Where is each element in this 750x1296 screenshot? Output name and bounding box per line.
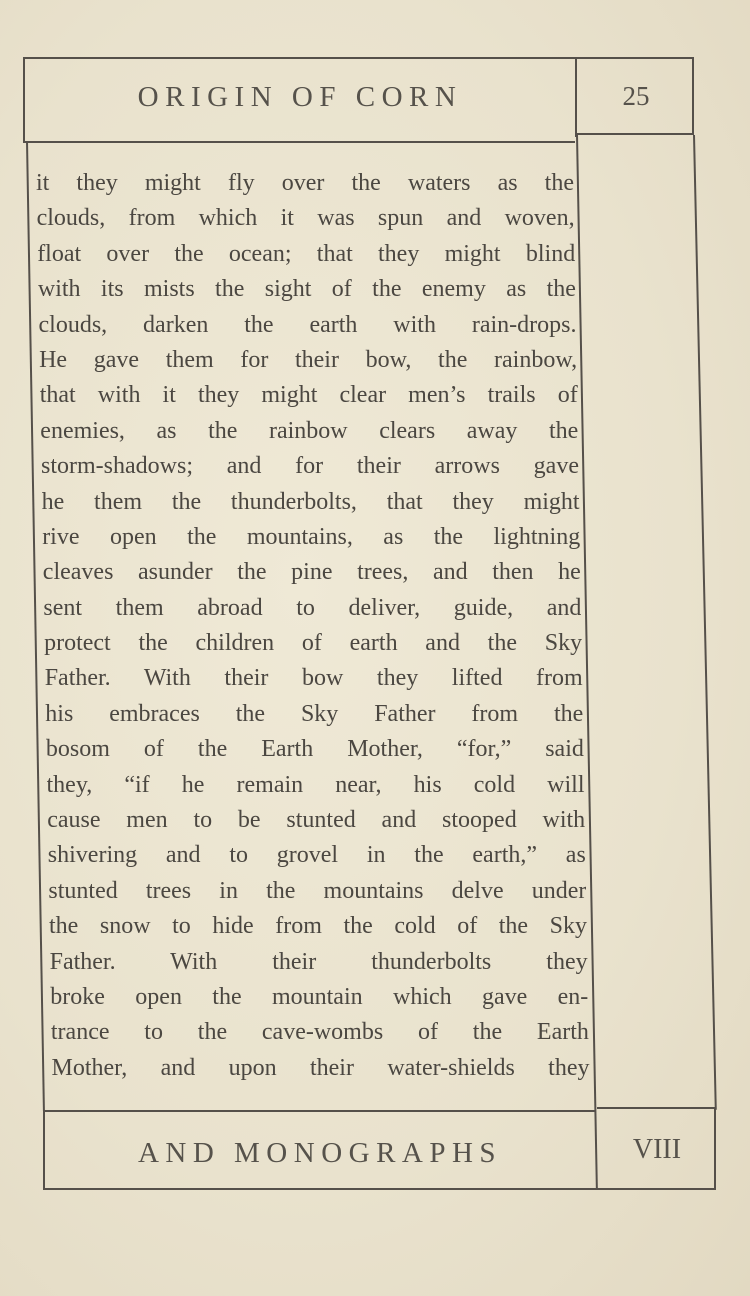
text-line: clouds, darken the earth with rain-drops. — [38, 311, 577, 338]
text-line: protect the children of earth and the Sky — [44, 630, 583, 657]
text-line: with its mists the sight of the enemy as the — [37, 276, 576, 303]
text-line: that with it they might clear men’s trails of — [39, 382, 578, 409]
body-text — [36, 166, 588, 1086]
frame-right-rule-body — [693, 135, 717, 1110]
footer-volume-number: VIII — [632, 1134, 682, 1165]
text-line: Father. With their thunderbolts they — [49, 948, 588, 975]
text-line: cleaves asunder the pine trees, and then he — [42, 559, 581, 586]
text-line: cause men to be stunted and stooped with — [47, 807, 586, 834]
text-line: Father. With their bow they lifted from — [44, 665, 583, 692]
frame-header-bottom-rule-left — [23, 141, 575, 143]
frame-top-rule — [23, 57, 694, 59]
page-number: 25 — [622, 80, 650, 111]
text-line: bosom of the Earth Mother, “for,” said — [45, 736, 584, 763]
frame-header-divider — [575, 57, 577, 137]
frame-footer-top-rule-left — [43, 1110, 596, 1112]
text-line: the snow to hide from the cold of the Sky — [49, 913, 587, 940]
text-line: broke open the mountain which gave en- — [50, 983, 589, 1010]
text-line: clouds, from which it was spun and woven, — [36, 205, 575, 232]
text-line: stunted trees in the mountains delve under — [48, 877, 587, 904]
frame-header-bottom-rule-right — [577, 133, 694, 135]
text-line: enemies, as the rainbow clears away the — [40, 417, 579, 444]
text-line: trance to the cave-wombs of the Earth — [50, 1019, 589, 1046]
text-line: storm-shadows; and for their arrows gave — [41, 453, 579, 480]
frame-left-rule-upper — [23, 57, 25, 143]
text-line: it they might fly over the waters as the — [36, 170, 574, 196]
text-line: rive open the mountains, as the lightning — [42, 523, 581, 550]
footer-series-title: AND MONOGRAPHS — [137, 1136, 503, 1169]
text-line: Mother, and upon their water-shields they — [51, 1054, 590, 1081]
text-line: he them the thunderbolts, that they might — [41, 488, 580, 515]
text-line: sent them abroad to deliver, guide, and — [43, 594, 582, 621]
running-head-title: ORIGIN OF CORN — [137, 80, 463, 113]
frame-footer-top-rule-right — [597, 1107, 714, 1109]
text-line: his embraces the Sky Father from the — [45, 700, 584, 727]
text-line: shivering and to grovel in the earth,” as — [47, 842, 586, 869]
text-line: they, “if he remain near, his cold will — [46, 771, 585, 798]
text-line: He gave them for their bow, the rainbow, — [39, 346, 578, 373]
text-line: float over the ocean; that they might blind — [37, 240, 576, 267]
